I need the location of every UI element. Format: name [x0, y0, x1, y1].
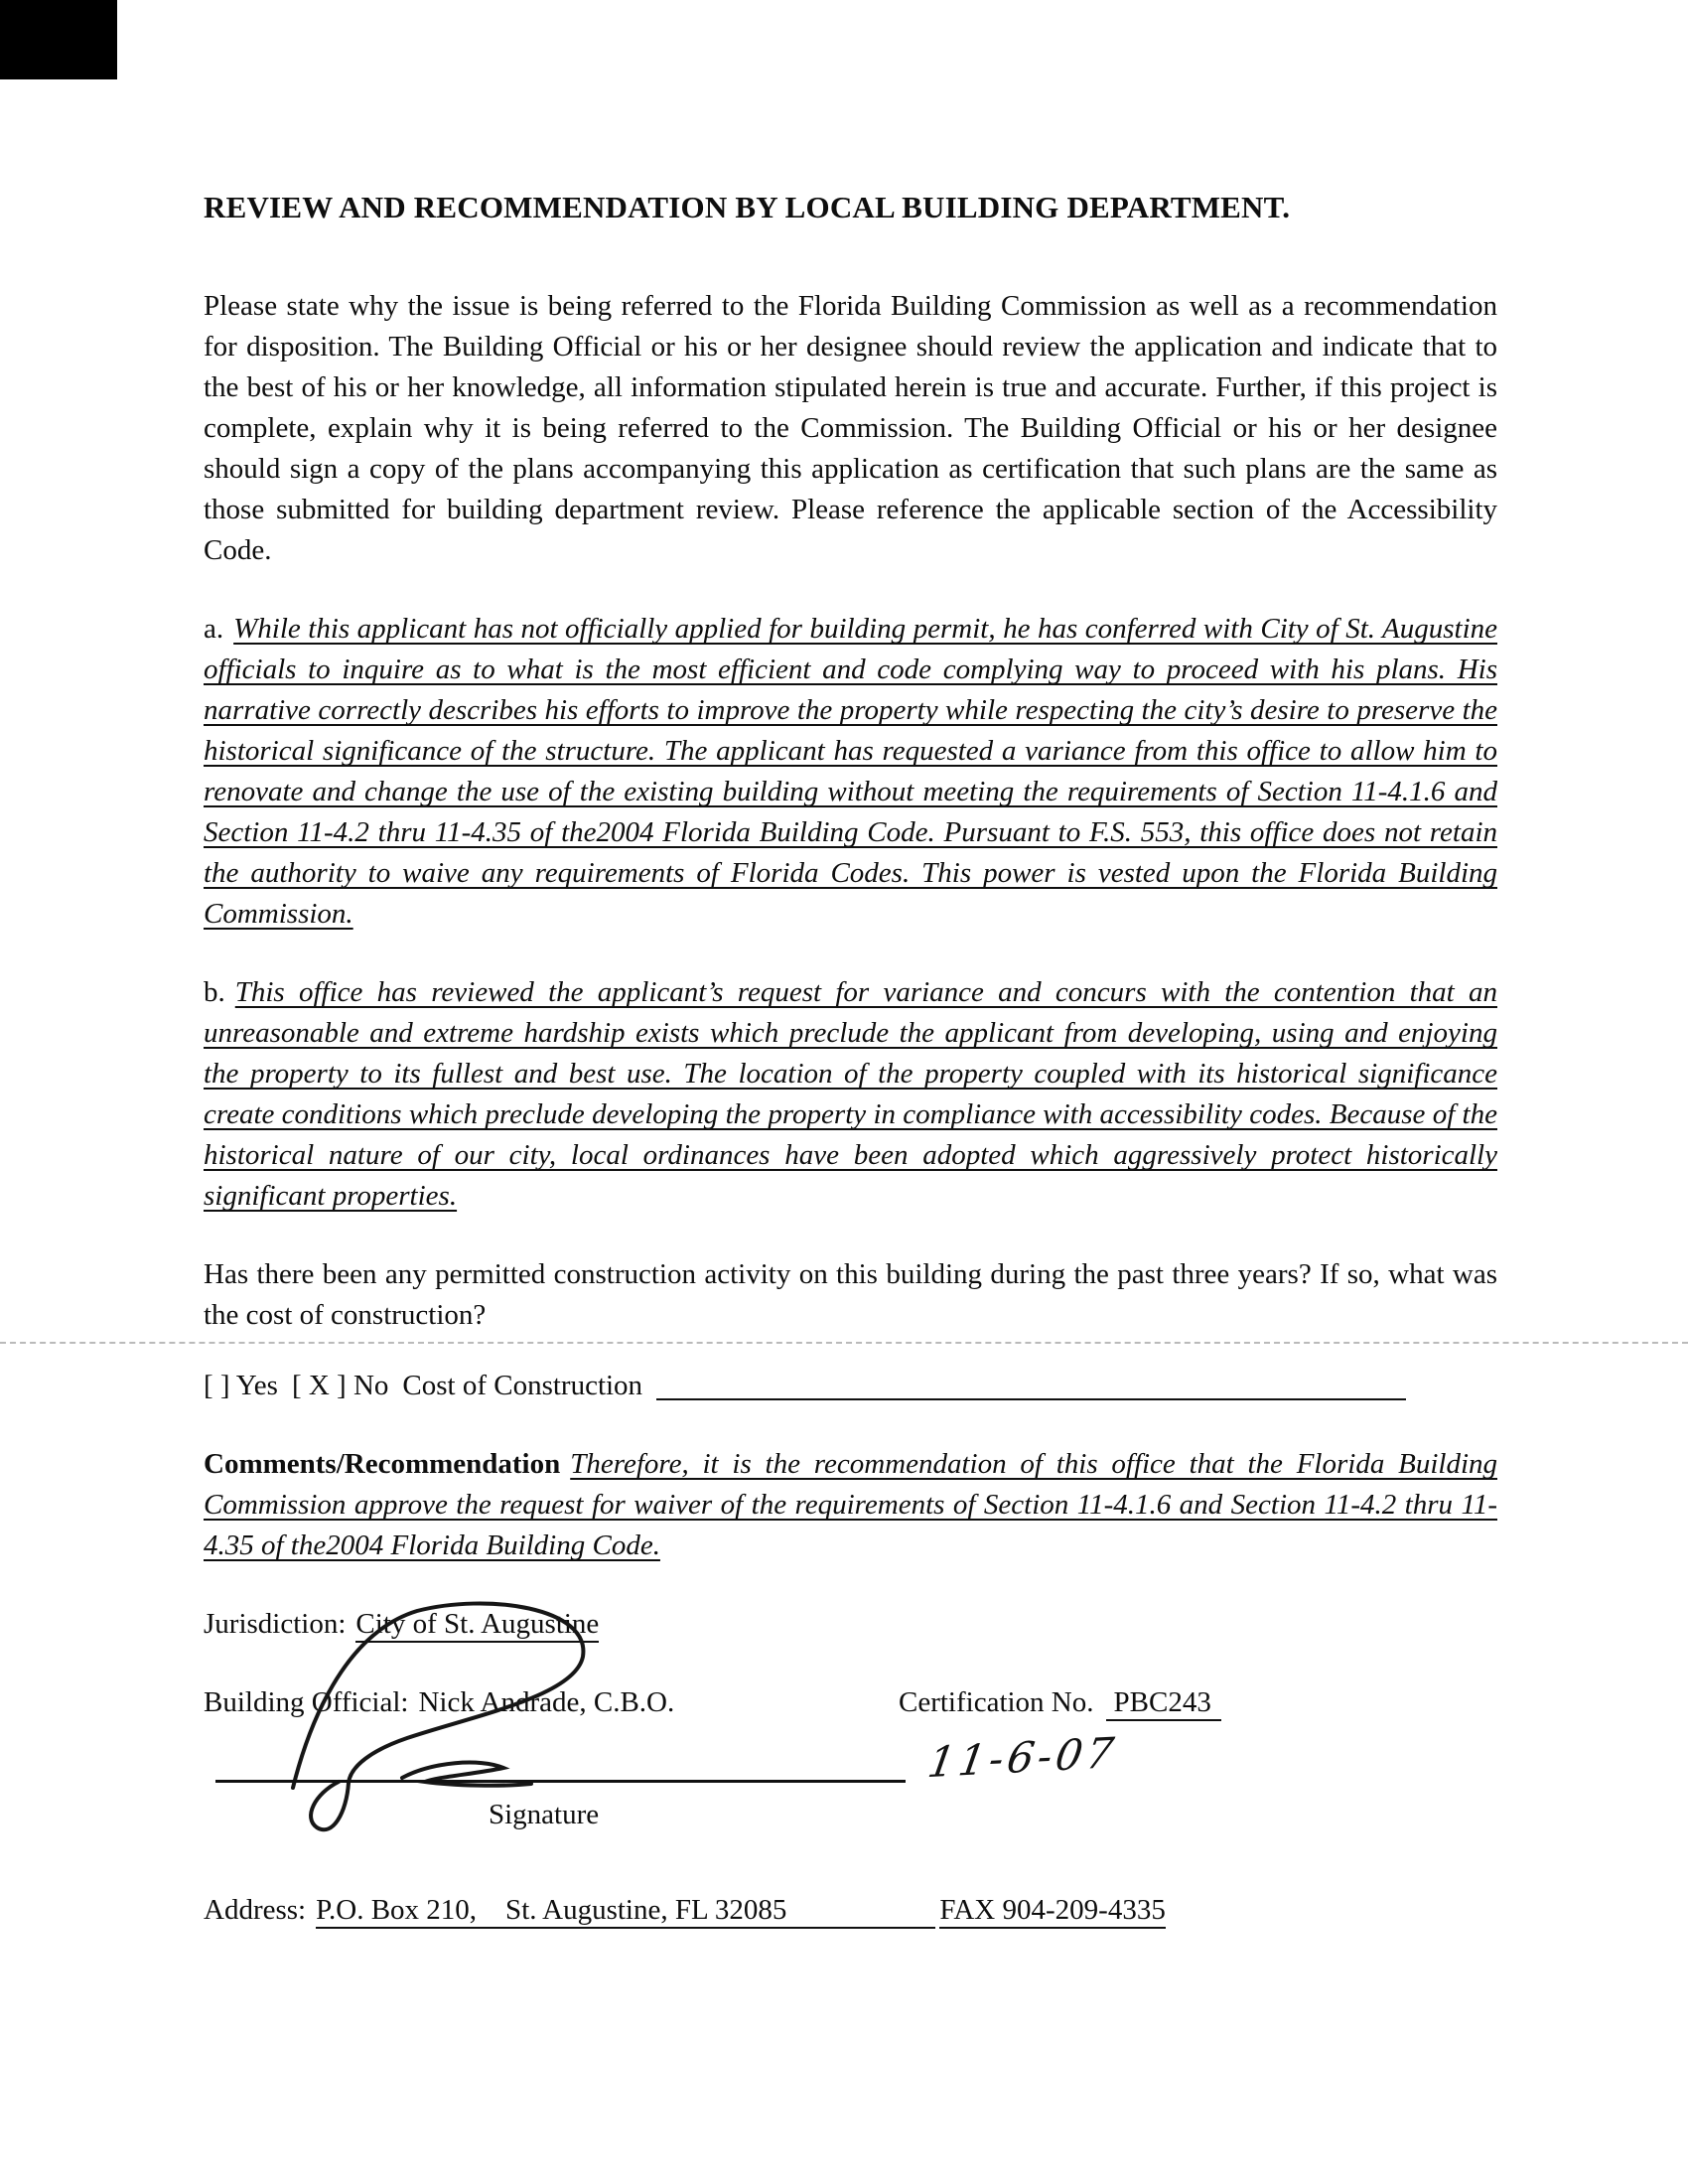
address-label: Address: [204, 1894, 307, 1926]
building-official-label: Building Official: [204, 1686, 409, 1718]
fax-value: FAX 904-209-4335 [939, 1894, 1165, 1929]
jurisdiction-label: Jurisdiction: [204, 1608, 347, 1640]
signature-block [204, 1723, 1497, 1890]
building-official-value: Nick Andrade, C.B.O. [418, 1686, 675, 1718]
signature-line [215, 1757, 906, 1783]
signature-label: Signature [489, 1799, 600, 1830]
comments-text: Therefore, it is the recommendation of this office that the Florida Building Commission approve the request for waiver of the requirements of Section 11-4.1.6 and Section 11-4.2 thru 11-4.35 of the2004 Florida Building Code. [204, 1448, 1497, 1561]
page-title: REVIEW AND RECOMMENDATION BY LOCAL BUILDING DEPARTMENT. [204, 190, 1291, 224]
handwritten-date: 11-6-07 [924, 1727, 1121, 1788]
section-a-label: a. [204, 613, 224, 645]
comments-paragraph [204, 1444, 1497, 1566]
construction-answer-row [204, 1366, 1497, 1406]
scan-dashed-line [0, 1342, 1688, 1344]
building-official-left [204, 1682, 899, 1723]
comments-label: Comments/Recommendation [204, 1448, 561, 1480]
cost-of-construction-label: Cost of Construction [402, 1370, 643, 1401]
address-row [204, 1890, 1497, 1931]
section-b-label: b. [204, 976, 225, 1008]
jurisdiction-row [204, 1604, 1497, 1645]
construction-question: Has there been any permitted construction activity on this building during the past three years? If so, what was the cost of construction? [204, 1258, 1497, 1331]
yes-checkbox: [ ] Yes [204, 1370, 278, 1401]
certification-group [899, 1682, 1221, 1723]
section-b-text: This office has reviewed the applicant’s request for variance and concurs with the contention that an unreasonable and extreme hardship exists which preclude the applicant from developing, using and enjoying the property to its fullest and best use. The location of the property coupled with its historical significance create conditions which preclude developing the property in compliance with accessibility codes. Because of the historical nature of our city, local ordinances have been adopted which aggressively protect historically significant properties. [204, 976, 1497, 1212]
no-checkbox: [ X ] No [291, 1370, 389, 1401]
building-official-row [204, 1682, 1497, 1723]
section-a [204, 609, 1497, 935]
cost-blank-line [656, 1381, 1406, 1400]
intro-paragraph: Please state why the issue is being referred to the Florida Building Commission as well as a recommendation for disposition. The Building Official or his or her designee should review the application and indicate that to the best of his or her knowledge, all information stipulated herein is true and accurate. Further, if this project is complete, explain why it is being referred to the Commission. The Building Official or his or her designee should sign a copy of the plans accompanying this application as certification that such plans are the same as those submitted for building department review. Please reference the applicable section of the Accessibility Code. [204, 290, 1497, 566]
jurisdiction-value: City of St. Augustine [355, 1608, 599, 1643]
certification-value: PBC243 [1106, 1686, 1221, 1721]
certification-label: Certification No. [899, 1686, 1094, 1718]
address-value: P.O. Box 210, St. Augustine, FL 32085 [316, 1894, 935, 1929]
section-b [204, 972, 1497, 1217]
section-a-text: While this applicant has not officially applied for building permit, he has conferred with City of St. Augustine officials to inquire as to what is the most efficient and code complying way to proceed with his plans. His narrative correctly describes his efforts to improve the property while respecting the city’s desire to preserve the historical significance of the structure. The applicant has requested a variance from this office to allow him to renovate and change the use of the existing building without meeting the requirements of Section 11-4.1.6 and Section 11-4.2 thru 11-4.35 of the2004 Florida Building Code. Pursuant to F.S. 553, this office does not retain the authority to waive any requirements of Florida Codes. This power is vested upon the Florida Building Commission. [204, 613, 1497, 930]
